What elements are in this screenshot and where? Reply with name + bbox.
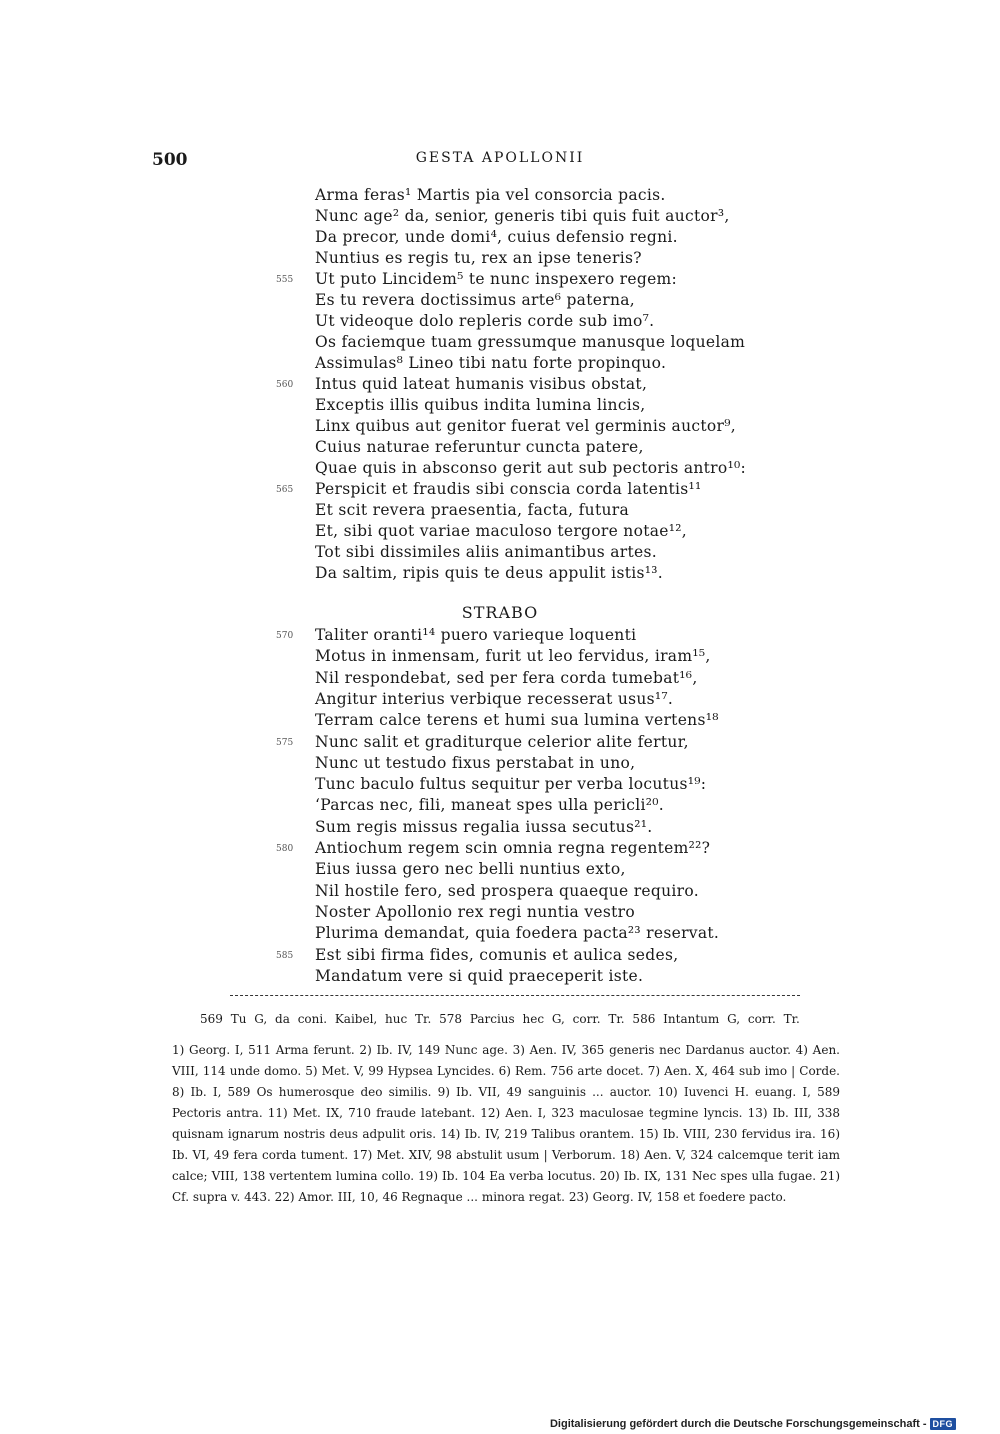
verse-line-number: 555 bbox=[276, 275, 294, 285]
verse-line: Assimulas⁸ Lineo tibi natu forte propinquo. bbox=[315, 354, 667, 372]
verse-line: Quae quis in absconso gerit aut sub pectoris antro¹⁰: bbox=[315, 459, 747, 477]
verse-line: Nil hostile fero, sed prospera quaeque requiro. bbox=[315, 881, 699, 900]
verse-line: Linx quibus aut genitor fuerat vel germinis auctor⁹, bbox=[315, 417, 736, 435]
verse-line: Sum regis missus regalia iussa secutus²¹. bbox=[315, 817, 653, 836]
verse-line-number: 580 bbox=[276, 844, 294, 854]
verse-line-number: 585 bbox=[276, 950, 294, 961]
verse-line: Terram calce terens et humi sua lumina vertens¹⁸ bbox=[315, 711, 719, 730]
dfg-logo-icon: DFG bbox=[930, 1418, 957, 1430]
verse-line: Mandatum vere si quid praeceperit iste. bbox=[315, 966, 644, 985]
section-heading: STRABO bbox=[461, 603, 539, 622]
verse-line: Tunc baculo fultus sequitur per verba locutus¹⁹: bbox=[315, 775, 707, 794]
verse-line: Arma feras¹ Martis pia vel consorcia pacis. bbox=[315, 186, 666, 204]
verse-line: Tot sibi dissimiles aliis animantibus artes. bbox=[315, 543, 657, 561]
verse-line-number: 560 bbox=[276, 380, 294, 390]
footer-credit-text: Digitalisierung gefördert durch die Deutsche Forschungsgemeinschaft - bbox=[549, 1418, 927, 1430]
verse-line: Taliter oranti¹⁴ puero varieque loquenti bbox=[315, 626, 637, 644]
verse-line: Nil respondebat, sed per fera corda tumebat¹⁶, bbox=[315, 668, 698, 687]
verse-line: Noster Apollonio rex regi nuntia vestro bbox=[315, 902, 635, 921]
verse-line: Est sibi firma fides, comunis et aulica sedes, bbox=[315, 945, 679, 964]
verse-line: Cuius naturae referuntur cuncta patere, bbox=[315, 438, 644, 456]
verse-line: Da precor, unde domi⁴, cuius defensio regni. bbox=[315, 228, 678, 246]
verse-line: Nuntius es regis tu, rex an ipse teneris? bbox=[315, 249, 642, 267]
verse-line-number: 570 bbox=[276, 631, 294, 641]
critical-apparatus: 569 Tu G, da coni. Kaibel, huc Tr. 578 Parcius hec G, corr. Tr. 586 Intantum G, corr. Tr. bbox=[200, 1012, 800, 1026]
verse-line: Ut puto Lincidem⁵ te nunc inspexero regem: bbox=[315, 270, 678, 288]
footer-credit bbox=[550, 1418, 956, 1430]
verse-line: Et scit revera praesentia, facta, futura bbox=[315, 501, 630, 519]
verse-line: Nunc ut testudo fixus perstabat in uno, bbox=[315, 753, 636, 772]
verse-line: Eius iussa gero nec belli nuntius exto, bbox=[315, 860, 626, 879]
verse-line: Exceptis illis quibus indita lumina lincis, bbox=[315, 396, 646, 414]
verse-line: Motus in inmensam, furit ut leo fervidus, iram¹⁵, bbox=[315, 647, 711, 666]
running-title: GESTA APOLLONII bbox=[415, 150, 585, 166]
verse-line: Angitur interius verbique recesserat usus¹⁷. bbox=[315, 689, 674, 708]
verse-line: Nunc salit et graditurque celerior alite fertur, bbox=[315, 732, 689, 751]
footnote-divider bbox=[230, 995, 800, 996]
verse-line: Os faciemque tuam gressumque manusque loquelam bbox=[315, 333, 746, 351]
verse-line: Nunc age² da, senior, generis tibi quis fuit auctor³, bbox=[315, 207, 730, 225]
verse-line: Intus quid lateat humanis visibus obstat, bbox=[315, 375, 648, 393]
verse-line: Ut videoque dolo repleris corde sub imo⁷. bbox=[315, 312, 655, 330]
page-number: 500 bbox=[152, 150, 188, 170]
verse-line: Da saltim, ripis quis te deus appulit istis¹³. bbox=[315, 564, 663, 582]
verse-line: ‘Parcas nec, fili, maneat spes ulla pericli²⁰. bbox=[315, 796, 664, 815]
verse-line: Perspicit et fraudis sibi conscia corda latentis¹¹ bbox=[315, 480, 702, 498]
verse-line: Antiochum regem scin omnia regna regentem²²? bbox=[315, 839, 711, 857]
verse-line-number: 575 bbox=[276, 737, 294, 748]
verse-line-number: 565 bbox=[276, 485, 294, 495]
footnotes: 1) Georg. I, 511 Arma ferunt. 2) Ib. IV, 149 Nunc age. 3) Aen. IV, 365 generis nec Dardanus auctor. 4) Aen. VIII, 114 unde domo. 5) Met. V, 99 Hypsea Lyncides. 6) Rem. 756 arte docet. 7) Aen. X, 464 sub imo | Corde. 8) Ib. I, 589 Os humerosque deo similis. 9) Ib. VII, 49 sanguinis ... auctor. 10) Iuvenci H. euang. I, 589 Pectoris antra. 11) Met. IX, 710 fraude latebant. 12) Aen. I, 323 maculosae tegmine lyncis. 13) Ib. III, 338 quisnam ignarum nostris deus adpulit oris. 14) Ib. IV, 219 Talibus orantem. 15) Ib. VIII, 230 fervidus ira. 16) Ib. VI, 49 fera corda tument. 17) Met. XIV, 98 abstulit usum | Verborum. 18) Aen. V, 324 calcemque terit iam calce; VIII, 138 vertentem lumina collo. 19) Ib. 104 Ea verba locutus. 20) Ib. IX, 131 Nec spes ulla fugae. 21) Cf. supra v. 443. 22) Amor. III, 10, 46 Regnaque ... minora regat. 23) Georg. IV, 158 et foedere pacto. bbox=[172, 1043, 840, 1204]
verse-line: Et, sibi quot variae maculoso tergore notae¹², bbox=[315, 522, 688, 540]
verse-line: Plurima demandat, quia foedera pacta²³ reservat. bbox=[315, 924, 720, 943]
verse-line: Es tu revera doctissimus arte⁶ paterna, bbox=[315, 291, 635, 309]
